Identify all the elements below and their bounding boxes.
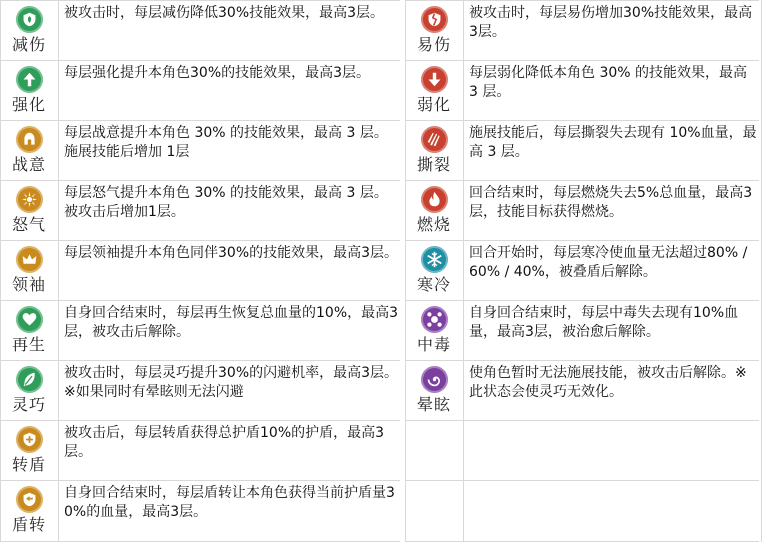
grid-line [0, 0, 400, 1]
broken-shield-icon [421, 6, 448, 33]
status-description: 回合结束时，每层燃烧失去5%总血量，最高3层，技能目标获得燃烧。 [469, 185, 753, 220]
status-name: 转盾 [11, 455, 46, 474]
status-name: 燃烧 [416, 215, 451, 234]
status-cell [405, 360, 463, 419]
crown-icon [16, 246, 43, 273]
poison-icon [421, 306, 448, 333]
status-description: 自身回合结束时，每层中毒失去现有10%血量，最高3层，被治愈后解除。 [469, 305, 739, 340]
status-name: 易伤 [416, 35, 451, 54]
arrow-down-icon [421, 66, 448, 93]
grid-line [405, 420, 759, 421]
status-description: 自身回合结束时，每层盾转让本角色获得当前护盾量30%的血量，最高3层。 [64, 485, 395, 520]
status-description: 每层战意提升本角色 30% 的技能效果，最高 3 层。 施展技能后增加 1层 [64, 125, 388, 160]
status-description: 自身回合结束时，每层再生恢复总血量的10%，最高3层，被攻击后解除。 [64, 305, 399, 340]
status-cell [0, 420, 58, 479]
status-cell [0, 120, 58, 179]
status-name: 战意 [11, 155, 46, 174]
status-cell [0, 300, 58, 359]
status-name: 晕眩 [416, 395, 451, 414]
status-name: 减伤 [11, 35, 46, 54]
status-description: 每层强化提升本角色30%的技能效果，最高3层。 [64, 65, 371, 81]
status-cell [405, 60, 463, 119]
status-description: 使角色暂时无法施展技能，被攻击后解除。※此状态会使灵巧无效化。 [469, 365, 747, 400]
grid-line [463, 0, 464, 542]
status-cell [0, 240, 58, 299]
grid-line [0, 180, 400, 181]
status-cell [0, 180, 58, 239]
status-name: 再生 [11, 335, 46, 354]
grid-line [0, 120, 400, 121]
arrow-up-icon [16, 66, 43, 93]
grid-line [0, 240, 400, 241]
status-description: 施展技能后，每层撕裂失去现有 10%血量，最高 3 层。 [469, 125, 757, 160]
status-name: 中毒 [416, 335, 451, 354]
status-cell [0, 480, 58, 539]
feather-icon [16, 366, 43, 393]
status-name: 寒冷 [416, 275, 451, 294]
claw-icon [421, 126, 448, 153]
status-name: 撕裂 [416, 155, 451, 174]
grid-line [0, 360, 400, 361]
snowflake-icon [421, 246, 448, 273]
grid-line [0, 420, 400, 421]
status-description: 被攻击时，每层易伤增加30%技能效果，最高3层。 [469, 5, 753, 40]
grid-line [0, 60, 400, 61]
flame-icon [421, 186, 448, 213]
status-name: 领袖 [11, 275, 46, 294]
shield-leaf-icon [16, 6, 43, 33]
status-description: 每层怒气提升本角色 30% 的技能效果，最高 3 层。 被攻击后增加1层。 [64, 185, 388, 220]
status-description: 被攻击时，每层减伤降低30%技能效果，最高3层。 [64, 5, 385, 21]
grid-line [58, 0, 59, 542]
heart-icon [16, 306, 43, 333]
grid-line [0, 480, 400, 481]
status-cell [405, 240, 463, 299]
status-cell [0, 60, 58, 119]
status-cell [405, 180, 463, 239]
status-cell [0, 0, 58, 59]
spiral-icon [421, 366, 448, 393]
shield-swap-icon [16, 486, 43, 513]
status-cell [0, 360, 58, 419]
status-description: 每层领袖提升本角色同伴30%的技能效果，最高3层。 [64, 245, 399, 261]
status-name: 强化 [11, 95, 46, 114]
status-name: 怒气 [11, 215, 46, 234]
status-description: 被攻击后，每层转盾获得总护盾10%的护盾，最高3层。 [64, 425, 385, 460]
status-description: 被攻击时，每层灵巧提升30%的闪避机率，最高3层。※如果同时有晕眩则无法闪避 [64, 365, 399, 400]
status-description: 回合开始时，每层寒冷使血量无法超过80% / 60% / 40%，被叠盾后解除。 [469, 245, 748, 280]
grid-line [0, 300, 400, 301]
shield-plus-icon [16, 426, 43, 453]
status-name: 盾转 [11, 515, 46, 534]
helmet-icon [16, 126, 43, 153]
status-name: 弱化 [416, 95, 451, 114]
rage-icon [16, 186, 43, 213]
status-name: 灵巧 [11, 395, 46, 414]
status-cell [405, 120, 463, 179]
status-cell [405, 300, 463, 359]
status-description: 每层弱化降低本角色 30% 的技能效果，最高 3 层。 [469, 65, 748, 100]
status-cell [405, 0, 463, 59]
grid-line [405, 480, 759, 481]
